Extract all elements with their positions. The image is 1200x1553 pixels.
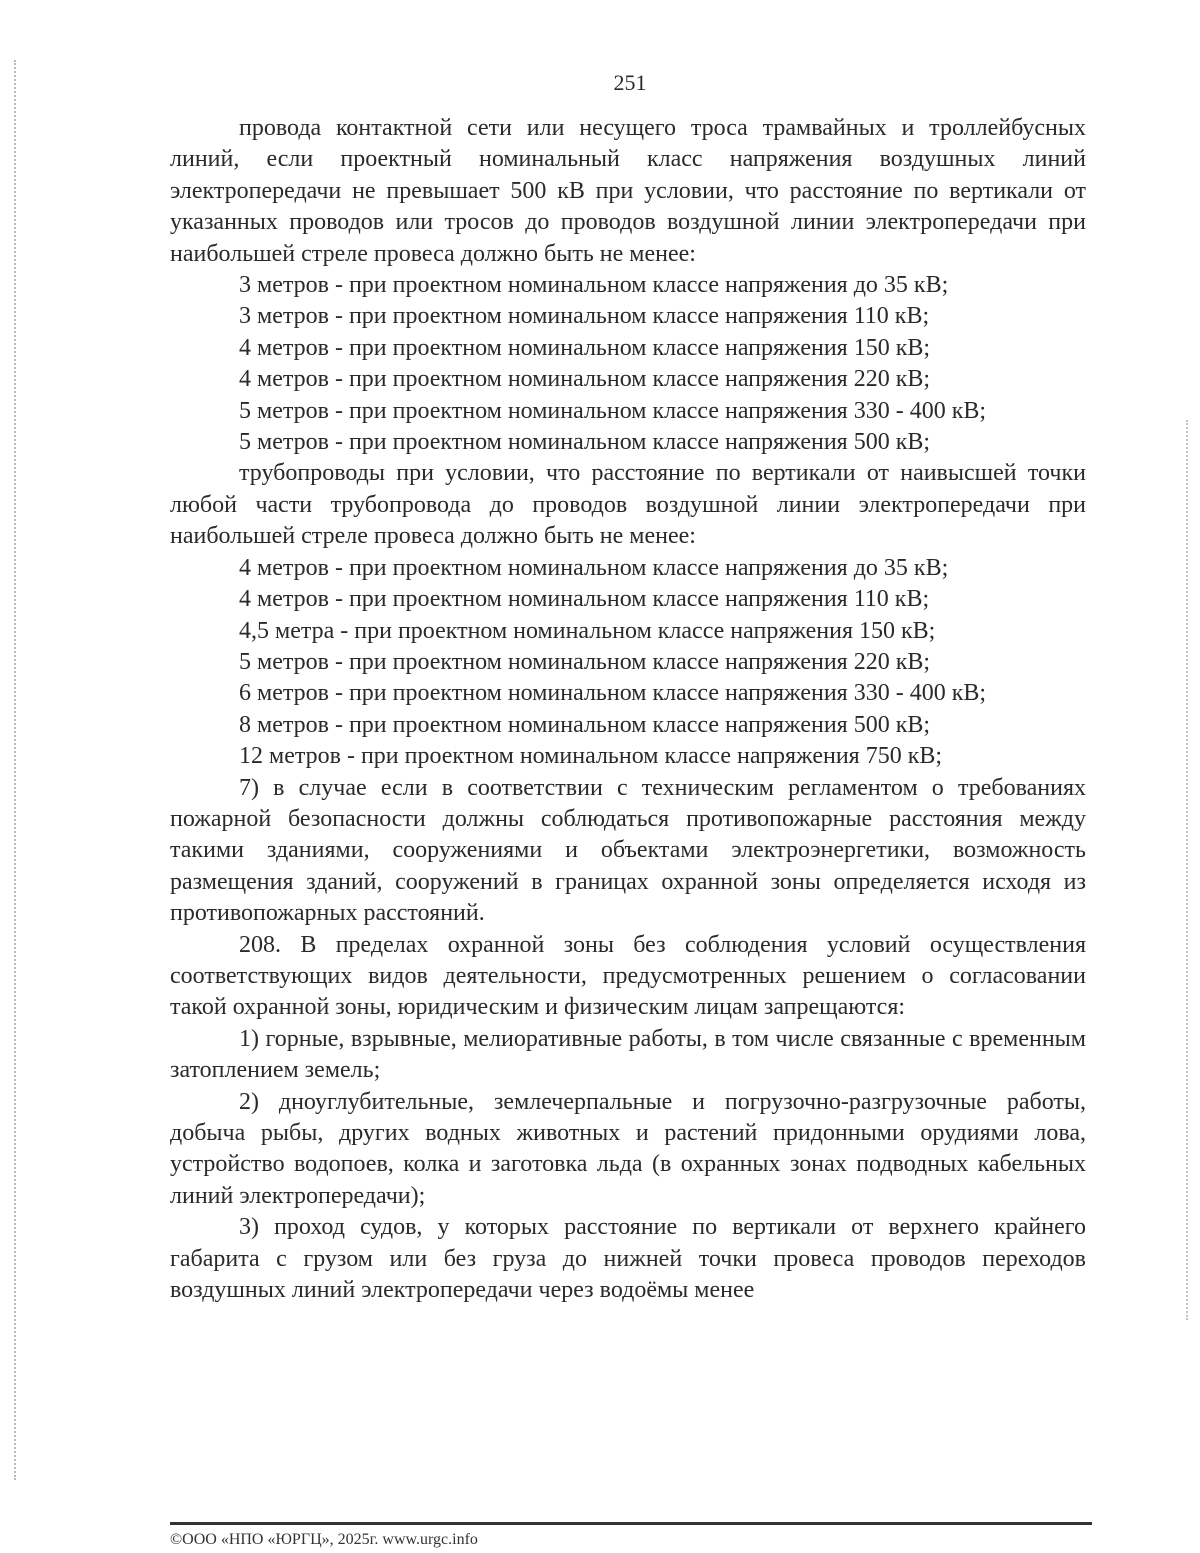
page-number: 251	[613, 70, 647, 95]
list-item: 4 метров - при проектном номинальном классе напряжения 150 кВ;	[239, 334, 931, 361]
list-item: 8 метров - при проектном номинальном классе напряжения 500 кВ;	[239, 711, 931, 738]
list-item: 3 метров - при проектном номинальном классе напряжения 110 кВ;	[239, 303, 930, 330]
paragraph: 3) проход судов, у которых расстояние по вертикали от верхнего крайнего габарита с грузом или без груза до нижней точки провеса проводов переходов воздушных линий электропередачи через водоёмы менее	[170, 1214, 1086, 1304]
list-item: 6 метров - при проектном номинальном классе напряжения 330 - 400 кВ;	[239, 680, 987, 707]
list-item: 4,5 метра - при проектном номинальном классе напряжения 150 кВ;	[239, 617, 936, 644]
paragraph: 7) в случае если в соответствии с техническим регламентом о требованиях пожарной безопасности должны соблюдаться противопожарные расстояния между такими зданиями, сооружениями и объектами электроэнергетики, возможность размещения зданий, сооружений в границах охранной зоны определяется исходя из противопожарных расстояний.	[170, 774, 1086, 927]
paragraph: трубопроводы при условии, что расстояние по вертикали от наивысшей точки любой части трубопровода до проводов воздушной линии электропередачи при наибольшей стреле провеса должно быть не менее:	[170, 460, 1086, 550]
list-item: 5 метров - при проектном номинальном классе напряжения 500 кВ;	[239, 429, 931, 456]
list-item: 5 метров - при проектном номинальном классе напряжения 330 - 400 кВ;	[239, 397, 987, 424]
scan-edge-left	[14, 60, 18, 1480]
list-item: 4 метров - при проектном номинальном классе напряжения 110 кВ;	[239, 586, 930, 613]
paragraph: 1) горные, взрывные, мелиоративные работы, в том числе связанные с временным затоплением земель;	[170, 1025, 1086, 1084]
paragraph: 208. В пределах охранной зоны без соблюдения условий осуществления соответствующих видов деятельности, предусмотренных решением о согласовании такой охранной зоны, юридическим и физическим лицам запрещаются:	[170, 931, 1086, 1021]
paragraph: 2) дноуглубительные, землечерпальные и погрузочно-разгрузочные работы, добыча рыбы, других водных животных и растений придонными орудиями лова, устройство водопоев, колка и заготовка льда (в охранных зонах подводных кабельных линий электропередачи);	[170, 1088, 1086, 1209]
paragraph: провода контактной сети или несущего троса трамвайных и троллейбусных линий, если проектный номинальный класс напряжения воздушных линий электропередачи не превышает 500 кВ при условии, что расстояние по вертикали от указанных проводов или тросов до проводов воздушной линии электропередачи при наибольшей стреле провеса должно быть не менее:	[170, 115, 1086, 267]
list-item: 4 метров - при проектном номинальном классе напряжения до 35 кВ;	[239, 554, 949, 581]
footer-divider	[170, 1522, 1092, 1525]
list-item: 4 метров - при проектном номинальном классе напряжения 220 кВ;	[239, 366, 931, 393]
footer-copyright: ©ООО «НПО «ЮРГЦ», 2025г. www.urgc.info	[170, 1531, 478, 1548]
list-item: 12 метров - при проектном номинальном классе напряжения 750 кВ;	[239, 743, 943, 770]
scan-edge-right	[1186, 420, 1190, 1320]
list-item: 5 метров - при проектном номинальном классе напряжения 220 кВ;	[239, 648, 931, 675]
list-item: 3 метров - при проектном номинальном классе напряжения до 35 кВ;	[239, 272, 949, 299]
document-body	[170, 113, 1086, 1306]
